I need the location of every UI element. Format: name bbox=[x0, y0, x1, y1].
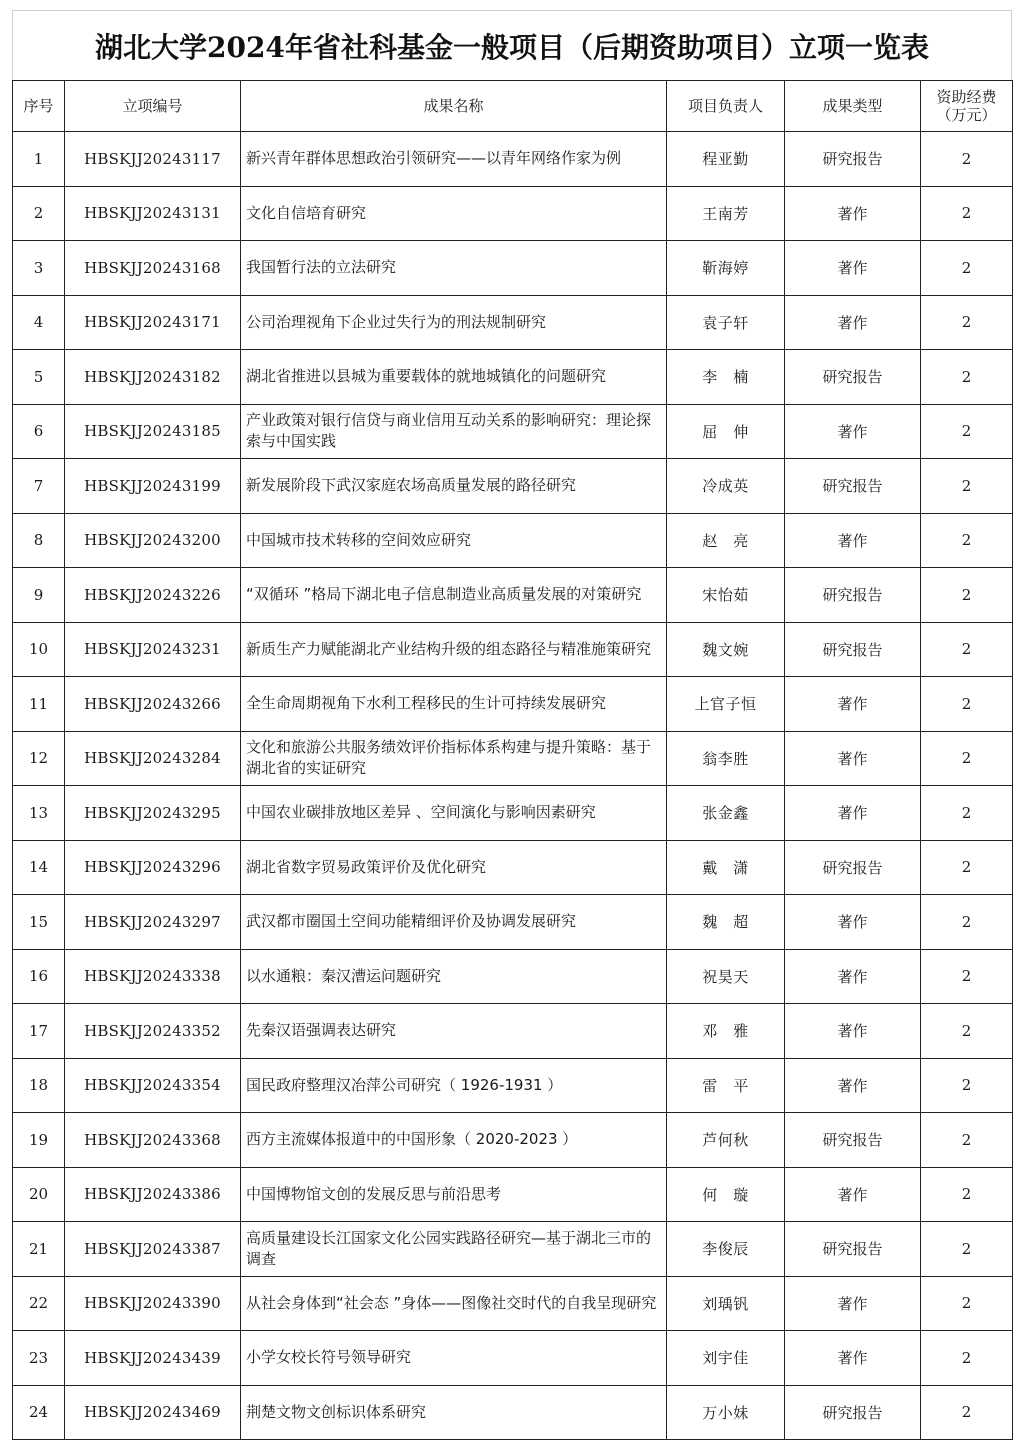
header-code: 立项编号 bbox=[65, 81, 241, 132]
cell-fund: 2 bbox=[921, 1058, 1013, 1113]
table-row bbox=[13, 132, 1013, 187]
table-row bbox=[13, 241, 1013, 296]
cell-seq: 16 bbox=[13, 949, 65, 1004]
cell-fund: 2 bbox=[921, 404, 1013, 459]
cell-code: HBSKJJ20243368 bbox=[65, 1113, 241, 1168]
cell-fund: 2 bbox=[921, 1276, 1013, 1331]
cell-code: HBSKJJ20243117 bbox=[65, 132, 241, 187]
cell-name: 新发展阶段下武汉家庭农场高质量发展的路径研究 bbox=[241, 459, 667, 514]
cell-name: 以水通粮：秦汉漕运问题研究 bbox=[241, 949, 667, 1004]
cell-leader: 邓 雅 bbox=[667, 1004, 785, 1059]
cell-code: HBSKJJ20243338 bbox=[65, 949, 241, 1004]
cell-leader: 宋怡茹 bbox=[667, 568, 785, 623]
cell-name: 从社会身体到“社会态 ”身体——图像社交时代的自我呈现研究 bbox=[241, 1276, 667, 1331]
cell-seq: 1 bbox=[13, 132, 65, 187]
cell-code: HBSKJJ20243390 bbox=[65, 1276, 241, 1331]
cell-leader: 戴 潇 bbox=[667, 840, 785, 895]
cell-fund: 2 bbox=[921, 568, 1013, 623]
cell-fund: 2 bbox=[921, 622, 1013, 677]
cell-code: HBSKJJ20243168 bbox=[65, 241, 241, 296]
cell-code: HBSKJJ20243352 bbox=[65, 1004, 241, 1059]
cell-code: HBSKJJ20243226 bbox=[65, 568, 241, 623]
cell-name: 全生命周期视角下水利工程移民的生计可持续发展研究 bbox=[241, 677, 667, 732]
cell-code: HBSKJJ20243185 bbox=[65, 404, 241, 459]
cell-type: 著作 bbox=[785, 241, 921, 296]
cell-fund: 2 bbox=[921, 731, 1013, 786]
project-table bbox=[12, 80, 1013, 1440]
table-row bbox=[13, 350, 1013, 405]
cell-name: 中国城市技术转移的空间效应研究 bbox=[241, 513, 667, 568]
table-row bbox=[13, 295, 1013, 350]
cell-seq: 19 bbox=[13, 1113, 65, 1168]
cell-type: 研究报告 bbox=[785, 622, 921, 677]
cell-leader: 赵 亮 bbox=[667, 513, 785, 568]
table-row bbox=[13, 895, 1013, 950]
cell-fund: 2 bbox=[921, 513, 1013, 568]
cell-type: 著作 bbox=[785, 731, 921, 786]
cell-name: 荆楚文物文创标识体系研究 bbox=[241, 1385, 667, 1440]
cell-leader: 雷 平 bbox=[667, 1058, 785, 1113]
cell-leader: 李俊辰 bbox=[667, 1222, 785, 1277]
cell-leader: 上官子恒 bbox=[667, 677, 785, 732]
cell-fund: 2 bbox=[921, 241, 1013, 296]
cell-leader: 李 楠 bbox=[667, 350, 785, 405]
cell-type: 研究报告 bbox=[785, 840, 921, 895]
cell-code: HBSKJJ20243131 bbox=[65, 186, 241, 241]
cell-leader: 何 璇 bbox=[667, 1167, 785, 1222]
cell-fund: 2 bbox=[921, 1167, 1013, 1222]
cell-leader: 屈 伸 bbox=[667, 404, 785, 459]
cell-type: 著作 bbox=[785, 186, 921, 241]
cell-fund: 2 bbox=[921, 350, 1013, 405]
cell-seq: 15 bbox=[13, 895, 65, 950]
header-fund-line1: 资助经费 bbox=[936, 88, 997, 106]
cell-type: 著作 bbox=[785, 1058, 921, 1113]
cell-seq: 23 bbox=[13, 1331, 65, 1386]
cell-leader: 刘瑀钒 bbox=[667, 1276, 785, 1331]
cell-fund: 2 bbox=[921, 1004, 1013, 1059]
cell-type: 研究报告 bbox=[785, 568, 921, 623]
table-row bbox=[13, 677, 1013, 732]
cell-code: HBSKJJ20243297 bbox=[65, 895, 241, 950]
table-row bbox=[13, 731, 1013, 786]
cell-code: HBSKJJ20243469 bbox=[65, 1385, 241, 1440]
cell-seq: 20 bbox=[13, 1167, 65, 1222]
cell-leader: 程亚勤 bbox=[667, 132, 785, 187]
cell-name: 文化和旅游公共服务绩效评价指标体系构建与提升策略：基于湖北省的实证研究 bbox=[241, 731, 667, 786]
table-row bbox=[13, 513, 1013, 568]
cell-seq: 24 bbox=[13, 1385, 65, 1440]
table-row bbox=[13, 568, 1013, 623]
cell-fund: 2 bbox=[921, 786, 1013, 841]
cell-code: HBSKJJ20243295 bbox=[65, 786, 241, 841]
cell-code: HBSKJJ20243387 bbox=[65, 1222, 241, 1277]
cell-seq: 8 bbox=[13, 513, 65, 568]
cell-fund: 2 bbox=[921, 1113, 1013, 1168]
cell-leader: 魏文婉 bbox=[667, 622, 785, 677]
cell-type: 研究报告 bbox=[785, 1113, 921, 1168]
table-row bbox=[13, 1276, 1013, 1331]
cell-fund: 2 bbox=[921, 1385, 1013, 1440]
cell-code: HBSKJJ20243386 bbox=[65, 1167, 241, 1222]
table-row bbox=[13, 1004, 1013, 1059]
cell-type: 研究报告 bbox=[785, 132, 921, 187]
cell-code: HBSKJJ20243439 bbox=[65, 1331, 241, 1386]
cell-name: 小学女校长符号领导研究 bbox=[241, 1331, 667, 1386]
cell-name: “双循环 ”格局下湖北电子信息制造业高质量发展的对策研究 bbox=[241, 568, 667, 623]
cell-type: 研究报告 bbox=[785, 1385, 921, 1440]
cell-seq: 12 bbox=[13, 731, 65, 786]
cell-leader: 袁子轩 bbox=[667, 295, 785, 350]
cell-leader: 魏 超 bbox=[667, 895, 785, 950]
cell-seq: 17 bbox=[13, 1004, 65, 1059]
cell-type: 著作 bbox=[785, 1167, 921, 1222]
cell-seq: 21 bbox=[13, 1222, 65, 1277]
cell-type: 著作 bbox=[785, 895, 921, 950]
cell-seq: 11 bbox=[13, 677, 65, 732]
cell-type: 著作 bbox=[785, 1004, 921, 1059]
cell-code: HBSKJJ20243284 bbox=[65, 731, 241, 786]
cell-name: 新兴青年群体思想政治引领研究——以青年网络作家为例 bbox=[241, 132, 667, 187]
cell-type: 研究报告 bbox=[785, 1222, 921, 1277]
cell-code: HBSKJJ20243296 bbox=[65, 840, 241, 895]
cell-leader: 祝昊天 bbox=[667, 949, 785, 1004]
cell-leader: 冷成英 bbox=[667, 459, 785, 514]
cell-name: 新质生产力赋能湖北产业结构升级的组态路径与精准施策研究 bbox=[241, 622, 667, 677]
table-row bbox=[13, 1113, 1013, 1168]
cell-seq: 22 bbox=[13, 1276, 65, 1331]
cell-name: 国民政府整理汉冶萍公司研究（ 1926-1931 ） bbox=[241, 1058, 667, 1113]
header-fund-line2: （万元） bbox=[936, 106, 997, 124]
cell-type: 著作 bbox=[785, 404, 921, 459]
cell-code: HBSKJJ20243199 bbox=[65, 459, 241, 514]
cell-code: HBSKJJ20243354 bbox=[65, 1058, 241, 1113]
cell-code: HBSKJJ20243171 bbox=[65, 295, 241, 350]
cell-type: 著作 bbox=[785, 949, 921, 1004]
cell-type: 著作 bbox=[785, 295, 921, 350]
cell-leader: 刘宇佳 bbox=[667, 1331, 785, 1386]
header-leader: 项目负责人 bbox=[667, 81, 785, 132]
cell-seq: 14 bbox=[13, 840, 65, 895]
cell-fund: 2 bbox=[921, 295, 1013, 350]
cell-seq: 18 bbox=[13, 1058, 65, 1113]
cell-leader: 靳海婷 bbox=[667, 241, 785, 296]
cell-seq: 10 bbox=[13, 622, 65, 677]
cell-seq: 13 bbox=[13, 786, 65, 841]
cell-fund: 2 bbox=[921, 186, 1013, 241]
cell-seq: 7 bbox=[13, 459, 65, 514]
cell-leader: 王南芳 bbox=[667, 186, 785, 241]
table-row bbox=[13, 1331, 1013, 1386]
table-row bbox=[13, 949, 1013, 1004]
cell-leader: 万小妹 bbox=[667, 1385, 785, 1440]
table-row bbox=[13, 459, 1013, 514]
table-row bbox=[13, 786, 1013, 841]
cell-name: 先秦汉语强调表达研究 bbox=[241, 1004, 667, 1059]
cell-leader: 张金鑫 bbox=[667, 786, 785, 841]
table-row bbox=[13, 1385, 1013, 1440]
cell-fund: 2 bbox=[921, 1331, 1013, 1386]
table-row bbox=[13, 186, 1013, 241]
table-row bbox=[13, 1222, 1013, 1277]
header-type: 成果类型 bbox=[785, 81, 921, 132]
table-row bbox=[13, 1167, 1013, 1222]
cell-seq: 6 bbox=[13, 404, 65, 459]
cell-name: 产业政策对银行信贷与商业信用互动关系的影响研究：理论探索与中国实践 bbox=[241, 404, 667, 459]
cell-name: 武汉都市圈国土空间功能精细评价及协调发展研究 bbox=[241, 895, 667, 950]
cell-fund: 2 bbox=[921, 459, 1013, 514]
document-title: 湖北大学2024年省社科基金一般项目（后期资助项目）立项一览表 bbox=[95, 30, 929, 64]
table-row bbox=[13, 622, 1013, 677]
cell-code: HBSKJJ20243200 bbox=[65, 513, 241, 568]
cell-code: HBSKJJ20243266 bbox=[65, 677, 241, 732]
cell-name: 湖北省数字贸易政策评价及优化研究 bbox=[241, 840, 667, 895]
cell-seq: 3 bbox=[13, 241, 65, 296]
cell-fund: 2 bbox=[921, 677, 1013, 732]
cell-name: 西方主流媒体报道中的中国形象（ 2020-2023 ） bbox=[241, 1113, 667, 1168]
table-row bbox=[13, 404, 1013, 459]
table-row bbox=[13, 1058, 1013, 1113]
table-row bbox=[13, 840, 1013, 895]
header-fund bbox=[921, 81, 1013, 132]
cell-seq: 2 bbox=[13, 186, 65, 241]
cell-type: 著作 bbox=[785, 1331, 921, 1386]
cell-type: 研究报告 bbox=[785, 350, 921, 405]
cell-fund: 2 bbox=[921, 1222, 1013, 1277]
cell-type: 著作 bbox=[785, 786, 921, 841]
cell-type: 研究报告 bbox=[785, 459, 921, 514]
cell-leader: 翁李胜 bbox=[667, 731, 785, 786]
cell-seq: 9 bbox=[13, 568, 65, 623]
cell-name: 公司治理视角下企业过失行为的刑法规制研究 bbox=[241, 295, 667, 350]
cell-type: 著作 bbox=[785, 1276, 921, 1331]
title-box bbox=[12, 10, 1012, 80]
cell-name: 我国暂行法的立法研究 bbox=[241, 241, 667, 296]
cell-leader: 芦何秋 bbox=[667, 1113, 785, 1168]
cell-name: 中国博物馆文创的发展反思与前沿思考 bbox=[241, 1167, 667, 1222]
cell-type: 著作 bbox=[785, 677, 921, 732]
cell-fund: 2 bbox=[921, 949, 1013, 1004]
cell-seq: 5 bbox=[13, 350, 65, 405]
cell-code: HBSKJJ20243182 bbox=[65, 350, 241, 405]
header-name: 成果名称 bbox=[241, 81, 667, 132]
header-seq: 序号 bbox=[13, 81, 65, 132]
table-header-row bbox=[13, 81, 1013, 132]
cell-name: 湖北省推进以县城为重要载体的就地城镇化的问题研究 bbox=[241, 350, 667, 405]
cell-name: 高质量建设长江国家文化公园实践路径研究—基于湖北三市的调查 bbox=[241, 1222, 667, 1277]
table-body bbox=[13, 132, 1013, 1440]
cell-fund: 2 bbox=[921, 895, 1013, 950]
cell-fund: 2 bbox=[921, 132, 1013, 187]
cell-name: 中国农业碳排放地区差异 、空间演化与影响因素研究 bbox=[241, 786, 667, 841]
cell-code: HBSKJJ20243231 bbox=[65, 622, 241, 677]
cell-name: 文化自信培育研究 bbox=[241, 186, 667, 241]
cell-type: 著作 bbox=[785, 513, 921, 568]
cell-seq: 4 bbox=[13, 295, 65, 350]
cell-fund: 2 bbox=[921, 840, 1013, 895]
